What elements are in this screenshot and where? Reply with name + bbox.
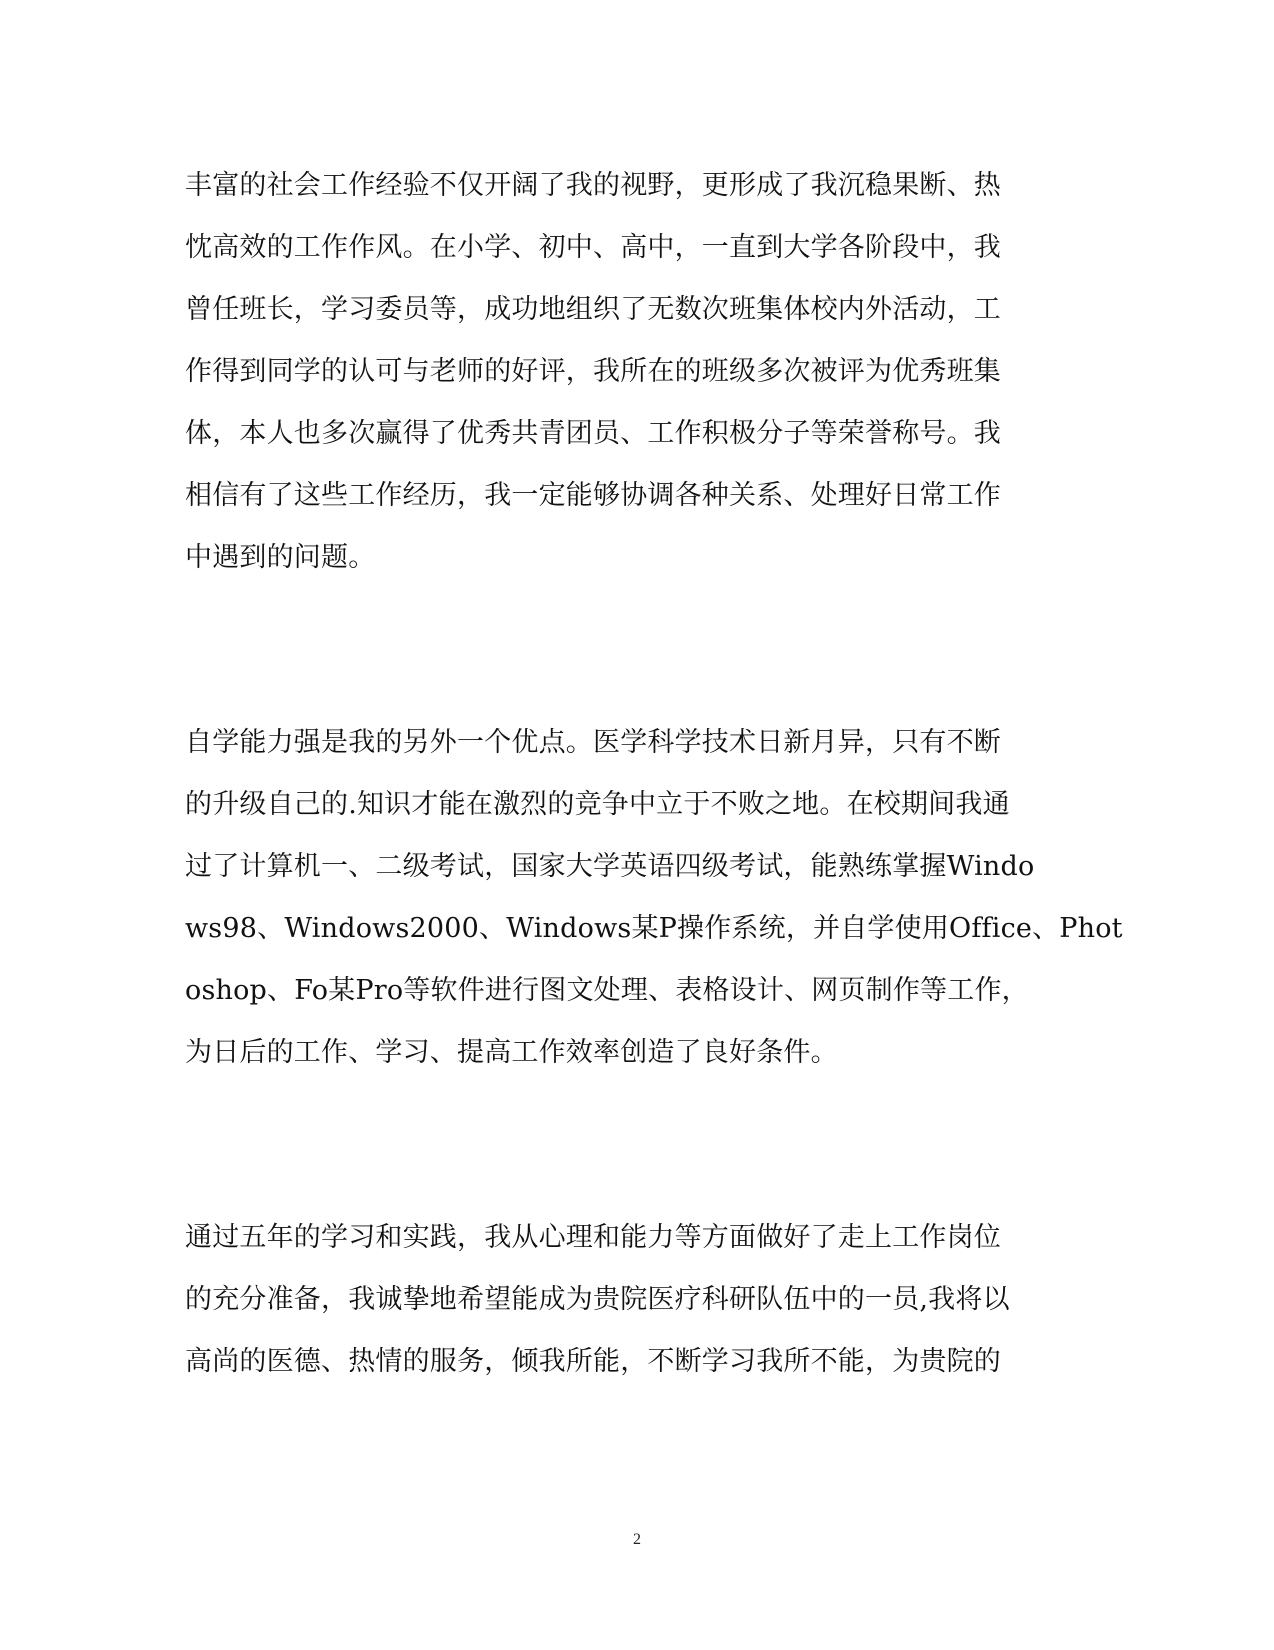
text-line: 过了计算机一、二级考试，国家大学英语四级考试，能熟练掌握Windo <box>185 851 1035 882</box>
text-line: 作得到同学的认可与老师的好评，我所在的班级多次被评为优秀班集 <box>185 356 1001 387</box>
text-line: 丰富的社会工作经验不仅开阔了我的视野，更形成了我沉稳果断、热 <box>185 170 1001 201</box>
text-line: 的充分准备，我诚挚地希望能成为贵院医疗科研队伍中的一员,我将以 <box>185 1284 1010 1315</box>
text-line: 通过五年的学习和实践，我从心理和能力等方面做好了走上工作岗位 <box>185 1222 1001 1253</box>
text-line: 为日后的工作、学习、提高工作效率创造了良好条件。 <box>185 1037 838 1068</box>
text-line: 自学能力强是我的另外一个优点。医学科学技术日新月异，只有不断 <box>185 727 1001 758</box>
text-line: ws98、Windows2000、Windows某P操作系统，并自学使用Office、Phot <box>185 913 1123 944</box>
text-line: 中遇到的问题。 <box>185 542 376 573</box>
text-line: 体，本人也多次赢得了优秀共青团员、工作积极分子等荣誉称号。我 <box>185 418 1001 449</box>
text-line: 忱高效的工作作风。在小学、初中、高中，一直到大学各阶段中，我 <box>185 232 1001 263</box>
text-line: 曾任班长，学习委员等，成功地组织了无数次班集体校内外活动，工 <box>185 294 1001 325</box>
text-line: 高尚的医德、热情的服务，倾我所能，不断学习我所不能，为贵院的 <box>185 1346 1001 1377</box>
text-line: 相信有了这些工作经历，我一定能够协调各种关系、处理好日常工作 <box>185 480 1001 511</box>
text-line: 的升级自己的.知识才能在激烈的竞争中立于不败之地。在校期间我通 <box>185 789 1010 820</box>
page-number: 2 <box>633 1531 641 1548</box>
text-line: oshop、Fo某Pro等软件进行图文处理、表格设计、网页制作等工作， <box>185 975 1029 1006</box>
